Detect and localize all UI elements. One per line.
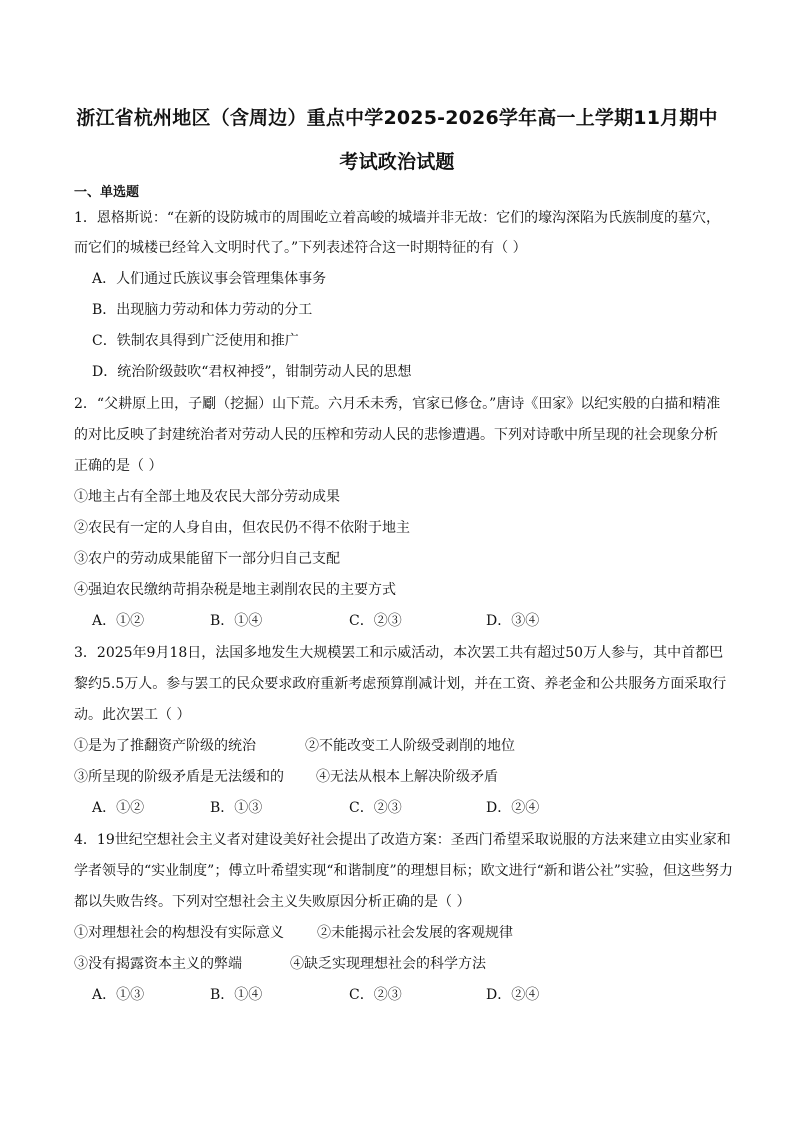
- q4-statement-row2: [74, 957, 486, 971]
- q4-choice-d: D．②④: [486, 987, 540, 1003]
- q4-choice-c: C．②③: [349, 987, 402, 1003]
- q3-choice-a: A．①②: [92, 800, 145, 816]
- q4-statement-3: ③没有揭露资本主义的弊端: [74, 956, 242, 972]
- q4-statement-4: ④缺乏实现理想社会的科学方法: [290, 956, 486, 972]
- q2-stem-line1: 2．“父耕原上田，子劚（挖掘）山下荒。六月禾未秀，官家已修仓。”唐诗《田家》以纪实般的白描和精准: [74, 396, 721, 412]
- q3-statement-4: ④无法从根本上解决阶级矛盾: [316, 769, 498, 785]
- q1-stem-line2: 而它们的城楼已经耸入文明时代了。”下列表述符合这一时期特征的有（ ）: [74, 240, 527, 256]
- q1-option-d: D．统治阶级鼓吹“君权神授”，钳制劳动人民的思想: [92, 364, 412, 380]
- q3-statement-2: ②不能改变工人阶级受剥削的地位: [305, 738, 515, 754]
- q2-stem-line2: 的对比反映了封建统治者对劳动人民的压榨和劳动人民的悲惨遭遇。下列对诗歌中所呈现的社会现象分析: [74, 427, 718, 443]
- q1-stem-line1: 1．恩格斯说：“在新的设防城市的周围屹立着高峻的城墙并非无故：它们的壕沟深陷为氏族制度的墓穴，: [74, 210, 721, 226]
- q1-option-a: A．人们通过氏族议事会管理集体事务: [92, 271, 327, 287]
- q3-statement-row1: [74, 739, 515, 753]
- q3-stem-line1: 3．2025年9月18日，法国多地发生大规模罢工和示威活动，本次罢工共有超过50万人参与，其中首都巴: [74, 645, 724, 661]
- q2-statement-4: ④强迫农民缴纳苛捐杂税是地主剥削农民的主要方式: [74, 582, 396, 598]
- q4-choice-b: B．①④: [210, 987, 263, 1003]
- q2-stem-line3: 正确的是（ ）: [74, 458, 163, 474]
- q1-option-c: C．铁制农具得到广泛使用和推广: [92, 333, 299, 349]
- q2-choice-a: A．①②: [92, 613, 145, 629]
- q3-choice-b: B．①③: [210, 800, 263, 816]
- q2-choice-d: D．③④: [486, 613, 540, 629]
- q4-statement-2: ②未能揭示社会发展的客观规律: [317, 925, 513, 941]
- q3-stem-line3: 动。此次罢工（ ）: [74, 707, 191, 723]
- q3-statement-row2: [74, 770, 498, 784]
- q2-choice-b: B．①④: [210, 613, 263, 629]
- q3-choice-d: D．②④: [486, 800, 540, 816]
- q2-statement-2: ②农民有一定的人身自由，但农民仍不得不依附于地主: [74, 520, 410, 536]
- exam-title-line2: 考试政治试题: [339, 151, 455, 173]
- q2-statement-1: ①地主占有全部土地及农民大部分劳动成果: [74, 489, 340, 505]
- q4-choice-a: A．①③: [92, 987, 145, 1003]
- q3-statement-3: ③所呈现的阶级矛盾是无法缓和的: [74, 769, 284, 785]
- q2-statement-3: ③农户的劳动成果能留下一部分归自己支配: [74, 551, 340, 567]
- exam-title-line1: 浙江省杭州地区（含周边）重点中学2025-2026学年高一上学期11月期中: [76, 107, 718, 129]
- q2-choice-c: C．②③: [349, 613, 402, 629]
- q3-statement-1: ①是为了推翻资产阶级的统治: [74, 738, 256, 754]
- q4-statement-1: ①对理想社会的构想没有实际意义: [74, 925, 284, 941]
- section-heading: 一、单选题: [74, 185, 140, 200]
- q1-option-b: B．出现脑力劳动和体力劳动的分工: [92, 302, 313, 318]
- q4-stem-line2: 学者领导的“实业制度”；傅立叶希望实现“和谐制度”的理想目标；欧文进行“新和谐公社”实验，但这些努力: [74, 863, 733, 879]
- q3-stem-line2: 黎约5.5万人。参与罢工的民众要求政府重新考虑预算削减计划，并在工资、养老金和公共服务方面采取行: [74, 676, 727, 692]
- q4-stem-line1: 4．19世纪空想社会主义者对建设美好社会提出了改造方案：圣西门希望采取说服的方法来建立由实业家和: [74, 832, 731, 848]
- q4-stem-line3: 都以失败告终。下列对空想社会主义失败原因分析正确的是（ ）: [74, 894, 471, 910]
- q3-choice-c: C．②③: [349, 800, 402, 816]
- q4-statement-row1: [74, 926, 513, 940]
